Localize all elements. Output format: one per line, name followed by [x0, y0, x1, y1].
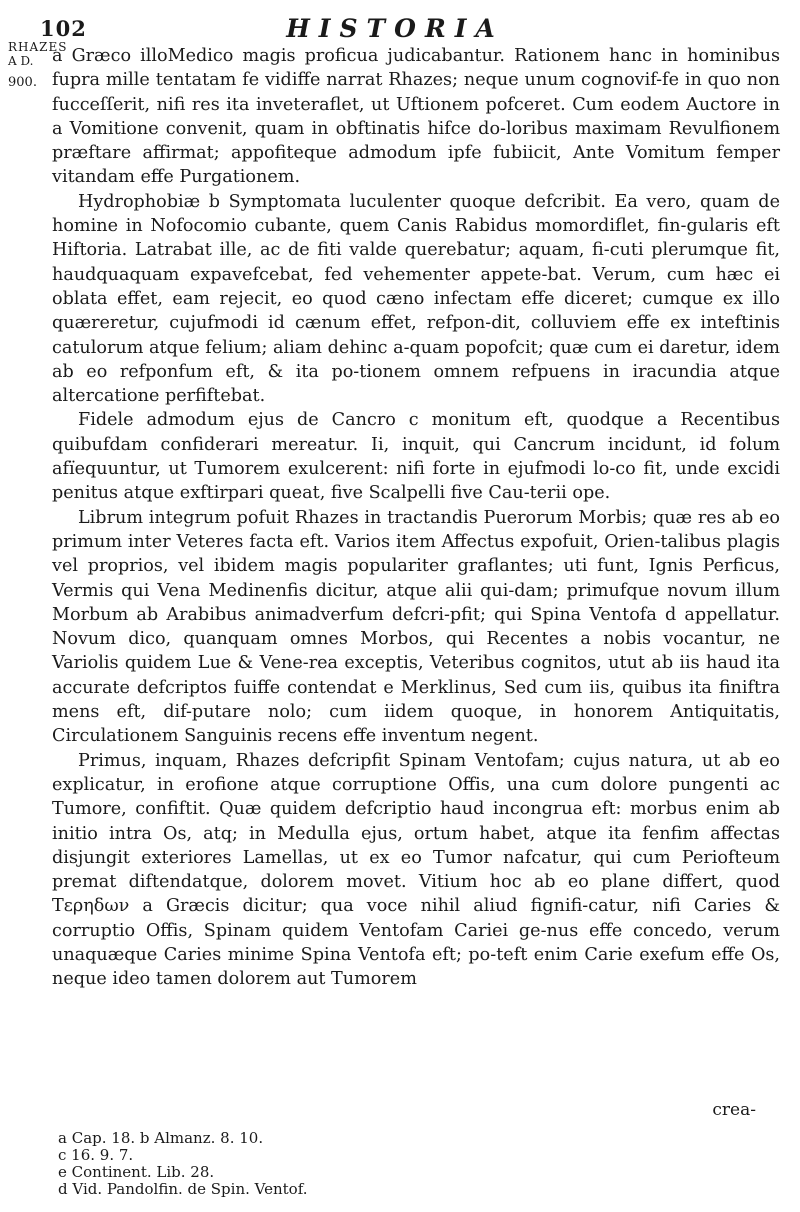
- running-title: HISTORIA: [286, 14, 504, 43]
- margin-note-era: A D.: [8, 54, 34, 68]
- catchword: crea-: [712, 1100, 756, 1120]
- paragraph: Librum integrum pofuit Rhazes in tractandis Puerorum Morbis; quæ res ab eo primum inter Veteres facta eft. Varios item Affectus expofuit, Orien-talibus plagis vel proprios, vel ibidem magis populariter graflantes; uti funt, Ignis Perficus, Vermis qui Vena Medinenfis dicitur, atque alii qui-dam; primufque novum illum Morbum ab Arabibus animadverfum defcri-pfit; qui Spina Ventofa d appellatur. Novum dico, quanquam omnes Morbos, qui Recentes a nobis vocantur, ne Variolis quidem Lue & Vene-rea exceptis, Veteribus cognitos, utut ab iis haud ita accurate defcriptos fuiffe contendat e Merklinus, Sed cum iis, quibus ita finiftra mens eft, dif-putare nolo; cum iidem quoque, in honorem Antiquitatis, Circulationem Sanguinis recens effe inventum negent.: [52, 507, 780, 747]
- paragraph: Hydrophobiæ b Symptomata luculenter quoque defcribit. Ea vero, quam de homine in Nofocomio cubante, quem Canis Rabidus momordiflet, fin-gularis eft Hiftoria. Latrabat ille, ac de fiti valde querebatur; aquam, fi-cuti plerumque fit, haudquaquam expavefcebat, fed vehementer appete-bat. Verum, cum hæc ei oblata effet, eam rejecit, eo quod cæno infectam effe diceret; cumque ex illo quæreretur, cujufmodi id cænum effet, refpon-dit, colluviem effe ex inteftinis catulorum atque felium; aliam dehinc a-quam popofcit; quæ cum ei daretur, idem ab eo refponfum eft, & ita po-tionem omnem refpuens in iracundia atque altercatione perfiftebat.: [52, 191, 780, 407]
- footnote: d Vid. Pandolfin. de Spin. Ventof.: [58, 1180, 308, 1198]
- paragraph: a Græco illoMedico magis proficua judicabantur. Rationem hanc in hominibus fupra mille tentatam fe vidiffe narrat Rhazes; neque unum cognovif-fe in quo non fucceſſerit, nifi res ita inveteraflet, ut Uftionem pofceret. Cum eodem Auctore in a Vomitione convenit, quam in obftinatis hifce do-loribus maximam Revulfionem præftare affirmat; appofiteque admodum ipfe fubiicit, Ante Vomitum femper vitandam effe Purgationem.: [52, 46, 780, 188]
- footnote: e Continent. Lib. 28.: [58, 1163, 215, 1181]
- footnotes: [58, 1130, 558, 1198]
- margin-note-author: RHAZES: [8, 40, 68, 54]
- page-header: [40, 14, 750, 44]
- paragraph: Fidele admodum ejus de Cancro c monitum eft, quodque a Recentibus quibufdam confiderari mereatur. Ii, inquit, qui Cancrum incidunt, id folum afïequuntur, ut Tumorem exulcerent: nifi forte in ejufmodi lo-co fit, unde excidi penitus atque exftirpari queat, five Scalpelli five Cau-terii ope.: [52, 410, 780, 504]
- footnote: c 16. 9. 7.: [58, 1146, 134, 1164]
- margin-note-year: 900.: [8, 75, 37, 90]
- body-text: [52, 44, 780, 992]
- footnote: a Cap. 18. b Almanz. 8. 10.: [58, 1129, 264, 1147]
- page-number: 102: [40, 16, 87, 41]
- paragraph: Primus, inquam, Rhazes defcripfit Spinam Ventofam; cujus natura, ut ab eo explicatur, in erofione atque corruptione Offis, una cum dolore pungenti ac Tumore, confiftit. Quæ quidem defcriptio haud incongrua eft: morbus enim ab initio intra Os, atq; in Medulla ejus, ortum habet, atque ita fenfim affectas disjungit exteriores Lamellas, ut ex eo Tumor nafcatur, qui cum Periofteum premat diftendatque, dolorem movet. Vitium hoc ab eo plane differt, quod Τερηδων a Græcis dicitur; qua voce nihil aliud fignifi-catur, nifi Caries & corruptio Offis, Spinam quidem Ventofam Cariei ge-nus effe concedo, verum unaquæque Caries minime Spina Ventofa eft; po-teft enim Carie exefum effe Os, neque ideo tamen dolorem aut Tumorem: [52, 750, 780, 990]
